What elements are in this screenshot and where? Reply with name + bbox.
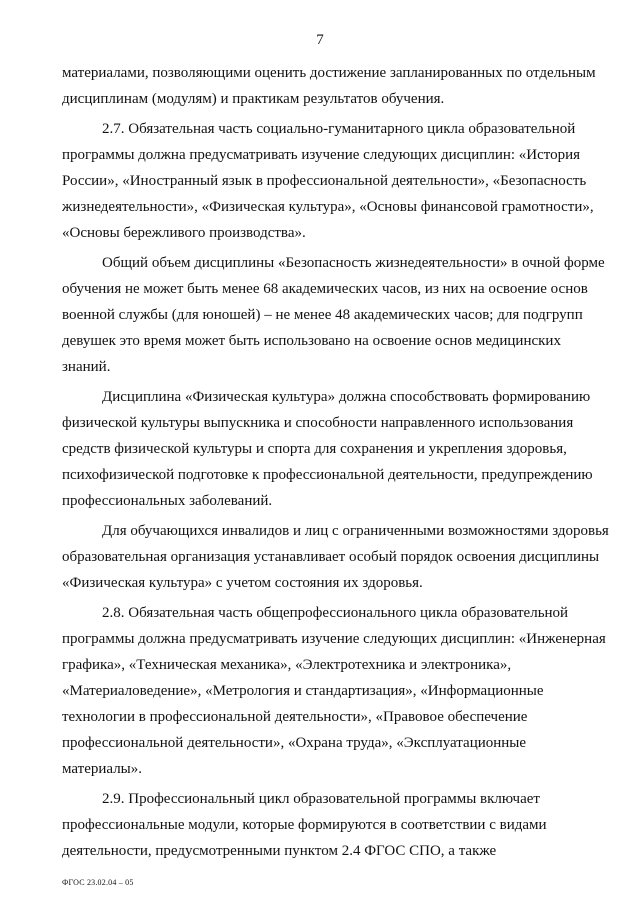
text-line: материалами, позволяющими оценить достижение запланированных по отдельным — [62, 65, 596, 81]
text-line: Общий объем дисциплины «Безопасность жизнедеятельности» в очной форме — [102, 255, 605, 271]
text-line: девушек это время может быть использовано на освоение основ медицинских — [62, 333, 561, 349]
text-line: технологии в профессиональной деятельности», «Правовое обеспечение — [62, 709, 528, 725]
text-line: деятельности, предусмотренными пунктом 2.4 ФГОС СПО, а также — [62, 843, 497, 859]
text-line: программы должна предусматривать изучение следующих дисциплин: «Инженерная — [62, 631, 606, 647]
text-line: материалы». — [62, 761, 143, 777]
text-line: военной службы (для юношей) – не менее 48 академических часов; для подгрупп — [62, 307, 583, 323]
text-line: Дисциплина «Физическая культура» должна способствовать формированию — [102, 389, 591, 405]
text-line: «Основы бережливого производства». — [62, 225, 306, 241]
text-line: жизнедеятельности», «Физическая культура», «Основы финансовой грамотности», — [62, 199, 594, 215]
text-line: 2.7. Обязательная часть социально-гуманитарного цикла образовательной — [102, 121, 576, 137]
text-line: «Материаловедение», «Метрология и стандартизация», «Информационные — [62, 683, 544, 699]
document-footer: ФГОС 23.02.04 – 05 — [62, 878, 134, 887]
text-line: профессиональных заболеваний. — [62, 493, 273, 509]
text-line: дисциплинам (модулям) и практикам результатов обучения. — [62, 91, 445, 107]
text-line: профессиональной деятельности», «Охрана труда», «Эксплуатационные — [62, 735, 527, 751]
text-line: «Физическая культура» с учетом состояния их здоровья. — [62, 575, 423, 591]
text-line: России», «Иностранный язык в профессиональной деятельности», «Безопасность — [62, 173, 587, 189]
text-line: физической культуры выпускника и способности направленного использования — [62, 415, 574, 431]
text-line: знаний. — [62, 359, 111, 375]
text-line: графика», «Техническая механика», «Электротехника и электроника», — [62, 657, 512, 673]
text-line: 2.9. Профессиональный цикл образовательной программы включает — [102, 791, 540, 807]
text-line: профессиональные модули, которые формируются в соответствии с видами — [62, 817, 547, 833]
text-line: образовательная организация устанавливает особый порядок освоения дисциплины — [62, 549, 600, 565]
text-line: программы должна предусматривать изучение следующих дисциплин: «История — [62, 147, 581, 163]
text-line: средств физической культуры и спорта для сохранения и укрепления здоровья, — [62, 441, 567, 457]
page-number: 7 — [316, 32, 324, 48]
text-line: психофизической подготовке к профессиональной деятельности, предупреждению — [62, 467, 593, 483]
text-line: обучения не может быть менее 68 академических часов, из них на освоение основ — [62, 281, 588, 297]
text-line: Для обучающихся инвалидов и лиц с ограниченными возможностями здоровья — [102, 523, 609, 539]
text-line: 2.8. Обязательная часть общепрофессионального цикла образовательной — [102, 605, 569, 621]
document-body — [62, 64, 610, 868]
